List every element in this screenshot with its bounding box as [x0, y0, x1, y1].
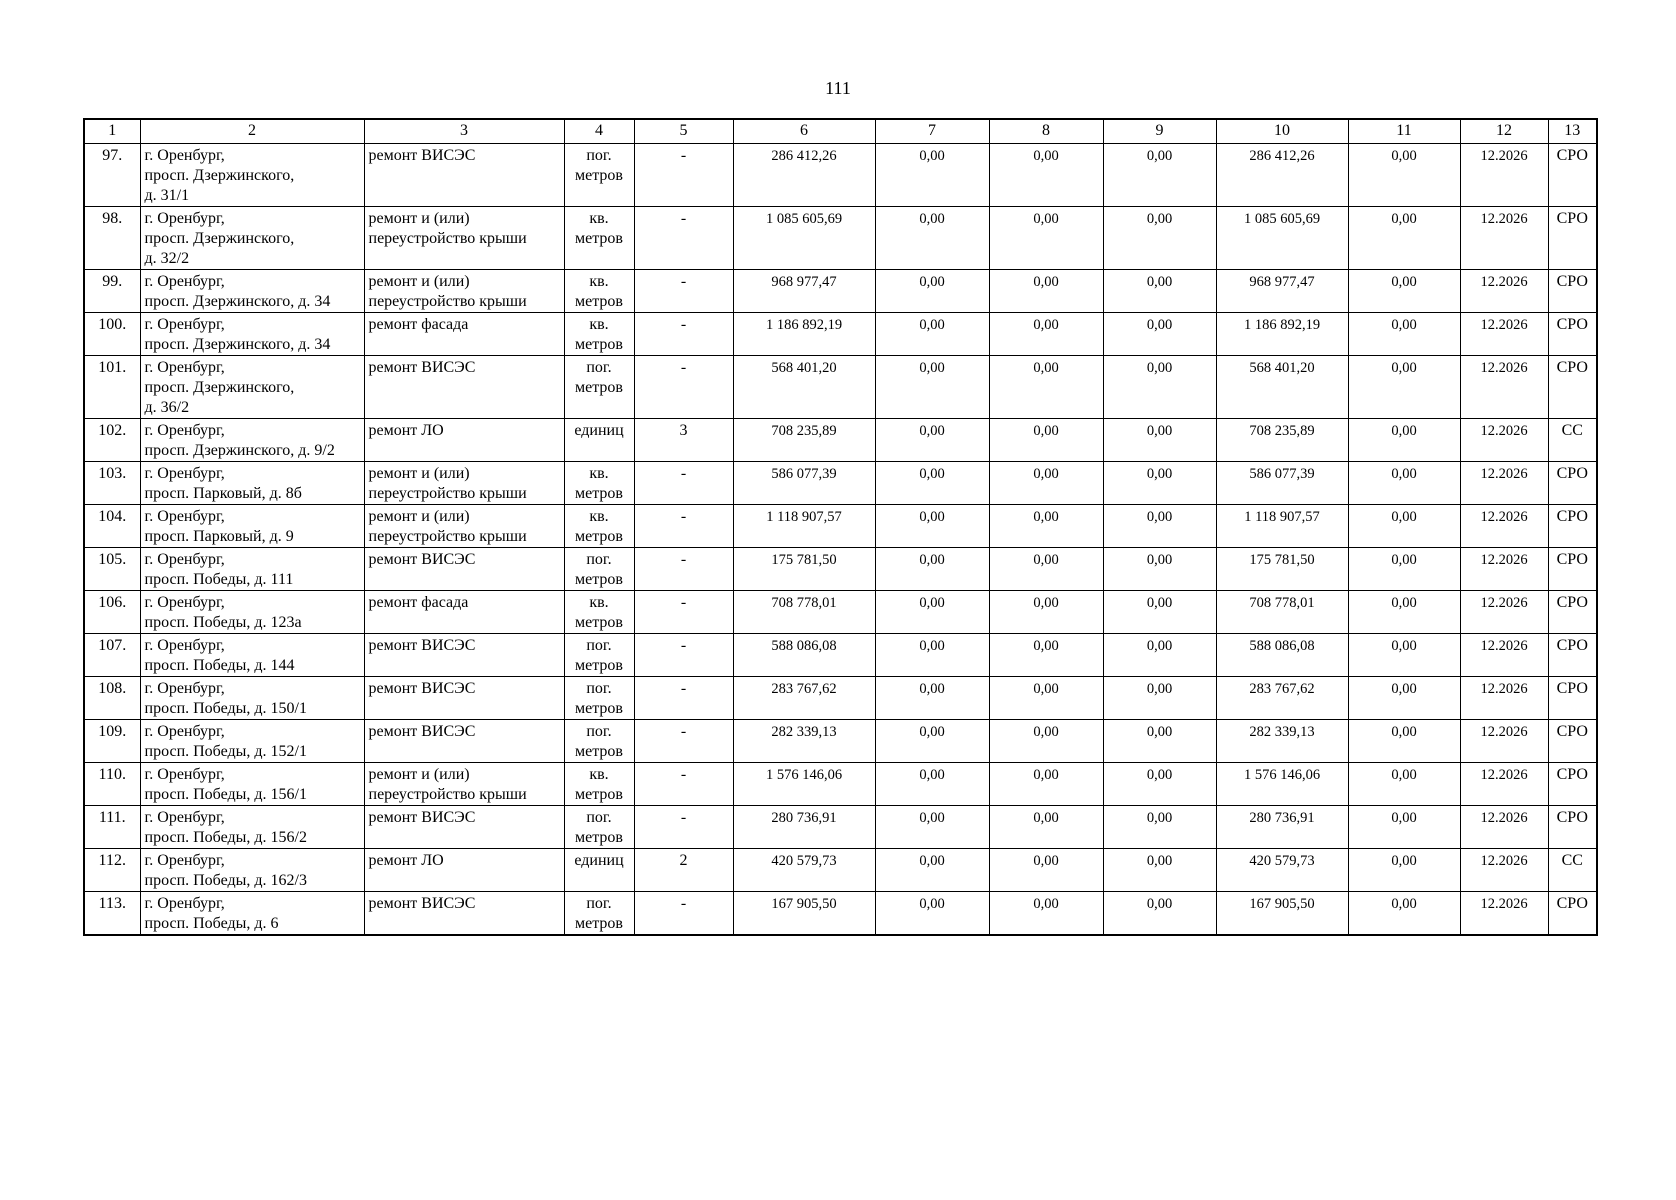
column-header-10: 10 — [1216, 119, 1348, 144]
column-11-cell: 0,00 — [1348, 849, 1460, 892]
column-8-cell: 0,00 — [989, 270, 1103, 313]
funding-method-cell: СРО — [1548, 677, 1597, 720]
completion-date-cell: 12.2026 — [1460, 144, 1548, 207]
column-7-cell: 0,00 — [875, 634, 989, 677]
work-type-cell: ремонт и (или) переустройство крыши — [364, 207, 564, 270]
completion-date-cell: 12.2026 — [1460, 270, 1548, 313]
column-7-cell: 0,00 — [875, 313, 989, 356]
table-row — [84, 419, 1597, 462]
quantity-cell: - — [634, 763, 733, 806]
table-row — [84, 548, 1597, 591]
total-cost-cell: 1 085 605,69 — [733, 207, 875, 270]
column-11-cell: 0,00 — [1348, 462, 1460, 505]
total-cost-cell: 167 905,50 — [733, 892, 875, 936]
quantity-cell: - — [634, 591, 733, 634]
table-row — [84, 677, 1597, 720]
address-cell: г. Оренбург, просп. Победы, д. 162/3 — [140, 849, 364, 892]
column-11-cell: 0,00 — [1348, 720, 1460, 763]
column-11-cell: 0,00 — [1348, 313, 1460, 356]
quantity-cell: - — [634, 634, 733, 677]
column-10-cell: 283 767,62 — [1216, 677, 1348, 720]
column-header-11: 11 — [1348, 119, 1460, 144]
column-11-cell: 0,00 — [1348, 548, 1460, 591]
column-9-cell: 0,00 — [1103, 144, 1216, 207]
total-cost-cell: 420 579,73 — [733, 849, 875, 892]
address-cell: г. Оренбург, просп. Парковый, д. 9 — [140, 505, 364, 548]
unit-cell: единиц — [564, 849, 634, 892]
column-header-7: 7 — [875, 119, 989, 144]
total-cost-cell: 1 576 146,06 — [733, 763, 875, 806]
column-8-cell: 0,00 — [989, 548, 1103, 591]
page-number: 111 — [825, 78, 851, 98]
column-9-cell: 0,00 — [1103, 849, 1216, 892]
completion-date-cell: 12.2026 — [1460, 720, 1548, 763]
funding-method-cell: СРО — [1548, 892, 1597, 936]
row-number: 100. — [84, 313, 140, 356]
table-row — [84, 207, 1597, 270]
total-cost-cell: 175 781,50 — [733, 548, 875, 591]
column-10-cell: 280 736,91 — [1216, 806, 1348, 849]
funding-method-cell: СРО — [1548, 144, 1597, 207]
column-11-cell: 0,00 — [1348, 591, 1460, 634]
column-8-cell: 0,00 — [989, 591, 1103, 634]
column-9-cell: 0,00 — [1103, 720, 1216, 763]
completion-date-cell: 12.2026 — [1460, 462, 1548, 505]
column-7-cell: 0,00 — [875, 720, 989, 763]
column-10-cell: 968 977,47 — [1216, 270, 1348, 313]
unit-cell: кв. метров — [564, 207, 634, 270]
row-number: 98. — [84, 207, 140, 270]
column-header-12: 12 — [1460, 119, 1548, 144]
column-8-cell: 0,00 — [989, 505, 1103, 548]
column-9-cell: 0,00 — [1103, 462, 1216, 505]
table-row — [84, 634, 1597, 677]
table-row — [84, 892, 1597, 936]
column-10-cell: 568 401,20 — [1216, 356, 1348, 419]
table-body — [84, 144, 1597, 936]
column-7-cell: 0,00 — [875, 548, 989, 591]
column-7-cell: 0,00 — [875, 591, 989, 634]
column-8-cell: 0,00 — [989, 763, 1103, 806]
table-row — [84, 505, 1597, 548]
column-7-cell: 0,00 — [875, 505, 989, 548]
total-cost-cell: 282 339,13 — [733, 720, 875, 763]
row-number: 103. — [84, 462, 140, 505]
column-10-cell: 286 412,26 — [1216, 144, 1348, 207]
column-9-cell: 0,00 — [1103, 548, 1216, 591]
work-type-cell: ремонт ЛО — [364, 849, 564, 892]
column-8-cell: 0,00 — [989, 634, 1103, 677]
row-number: 101. — [84, 356, 140, 419]
work-type-cell: ремонт ВИСЭС — [364, 677, 564, 720]
completion-date-cell: 12.2026 — [1460, 763, 1548, 806]
column-7-cell: 0,00 — [875, 677, 989, 720]
table-row — [84, 763, 1597, 806]
unit-cell: кв. метров — [564, 591, 634, 634]
column-header-6: 6 — [733, 119, 875, 144]
unit-cell: пог. метров — [564, 144, 634, 207]
row-number: 97. — [84, 144, 140, 207]
completion-date-cell: 12.2026 — [1460, 677, 1548, 720]
table-row — [84, 313, 1597, 356]
row-number: 102. — [84, 419, 140, 462]
unit-cell: единиц — [564, 419, 634, 462]
total-cost-cell: 708 235,89 — [733, 419, 875, 462]
row-number: 105. — [84, 548, 140, 591]
column-10-cell: 586 077,39 — [1216, 462, 1348, 505]
column-9-cell: 0,00 — [1103, 505, 1216, 548]
total-cost-cell: 586 077,39 — [733, 462, 875, 505]
work-type-cell: ремонт и (или) переустройство крыши — [364, 505, 564, 548]
funding-method-cell: СРО — [1548, 207, 1597, 270]
total-cost-cell: 568 401,20 — [733, 356, 875, 419]
column-header-8: 8 — [989, 119, 1103, 144]
column-10-cell: 588 086,08 — [1216, 634, 1348, 677]
quantity-cell: - — [634, 677, 733, 720]
column-header-2: 2 — [140, 119, 364, 144]
column-9-cell: 0,00 — [1103, 313, 1216, 356]
work-type-cell: ремонт ЛО — [364, 419, 564, 462]
address-cell: г. Оренбург, просп. Победы, д. 123а — [140, 591, 364, 634]
quantity-cell: - — [634, 720, 733, 763]
funding-method-cell: СРО — [1548, 634, 1597, 677]
column-8-cell: 0,00 — [989, 849, 1103, 892]
address-cell: г. Оренбург, просп. Победы, д. 156/1 — [140, 763, 364, 806]
quantity-cell: - — [634, 462, 733, 505]
address-cell: г. Оренбург, просп. Победы, д. 6 — [140, 892, 364, 936]
work-type-cell: ремонт фасада — [364, 313, 564, 356]
quantity-cell: - — [634, 144, 733, 207]
completion-date-cell: 12.2026 — [1460, 505, 1548, 548]
column-header-1: 1 — [84, 119, 140, 144]
column-9-cell: 0,00 — [1103, 677, 1216, 720]
work-type-cell: ремонт фасада — [364, 591, 564, 634]
column-9-cell: 0,00 — [1103, 763, 1216, 806]
column-7-cell: 0,00 — [875, 849, 989, 892]
row-number: 109. — [84, 720, 140, 763]
row-number: 112. — [84, 849, 140, 892]
total-cost-cell: 968 977,47 — [733, 270, 875, 313]
unit-cell: кв. метров — [564, 763, 634, 806]
column-8-cell: 0,00 — [989, 313, 1103, 356]
column-8-cell: 0,00 — [989, 144, 1103, 207]
column-8-cell: 0,00 — [989, 207, 1103, 270]
completion-date-cell: 12.2026 — [1460, 806, 1548, 849]
completion-date-cell: 12.2026 — [1460, 634, 1548, 677]
work-type-cell: ремонт ВИСЭС — [364, 356, 564, 419]
unit-cell: кв. метров — [564, 270, 634, 313]
funding-method-cell: СРО — [1548, 806, 1597, 849]
work-type-cell: ремонт ВИСЭС — [364, 634, 564, 677]
column-10-cell: 167 905,50 — [1216, 892, 1348, 936]
total-cost-cell: 283 767,62 — [733, 677, 875, 720]
funding-method-cell: СРО — [1548, 313, 1597, 356]
column-header-5: 5 — [634, 119, 733, 144]
quantity-cell: 3 — [634, 419, 733, 462]
table-row — [84, 806, 1597, 849]
column-11-cell: 0,00 — [1348, 356, 1460, 419]
row-number: 108. — [84, 677, 140, 720]
total-cost-cell: 588 086,08 — [733, 634, 875, 677]
column-10-cell: 282 339,13 — [1216, 720, 1348, 763]
address-cell: г. Оренбург, просп. Дзержинского, д. 36/2 — [140, 356, 364, 419]
work-type-cell: ремонт и (или) переустройство крыши — [364, 462, 564, 505]
column-10-cell: 1 085 605,69 — [1216, 207, 1348, 270]
quantity-cell: 2 — [634, 849, 733, 892]
unit-cell: пог. метров — [564, 548, 634, 591]
total-cost-cell: 708 778,01 — [733, 591, 875, 634]
column-header-13: 13 — [1548, 119, 1597, 144]
column-11-cell: 0,00 — [1348, 677, 1460, 720]
column-number-row — [84, 119, 1597, 144]
quantity-cell: - — [634, 548, 733, 591]
work-type-cell: ремонт ВИСЭС — [364, 548, 564, 591]
address-cell: г. Оренбург, просп. Дзержинского, д. 9/2 — [140, 419, 364, 462]
column-11-cell: 0,00 — [1348, 207, 1460, 270]
column-7-cell: 0,00 — [875, 356, 989, 419]
column-11-cell: 0,00 — [1348, 419, 1460, 462]
funding-method-cell: СРО — [1548, 505, 1597, 548]
quantity-cell: - — [634, 313, 733, 356]
unit-cell: пог. метров — [564, 634, 634, 677]
column-header-3: 3 — [364, 119, 564, 144]
unit-cell: пог. метров — [564, 356, 634, 419]
total-cost-cell: 286 412,26 — [733, 144, 875, 207]
work-type-cell: ремонт ВИСЭС — [364, 892, 564, 936]
row-number: 104. — [84, 505, 140, 548]
row-number: 106. — [84, 591, 140, 634]
column-11-cell: 0,00 — [1348, 270, 1460, 313]
column-10-cell: 1 118 907,57 — [1216, 505, 1348, 548]
address-cell: г. Оренбург, просп. Победы, д. 144 — [140, 634, 364, 677]
column-8-cell: 0,00 — [989, 419, 1103, 462]
address-cell: г. Оренбург, просп. Победы, д. 152/1 — [140, 720, 364, 763]
column-10-cell: 708 778,01 — [1216, 591, 1348, 634]
column-header-9: 9 — [1103, 119, 1216, 144]
unit-cell: пог. метров — [564, 806, 634, 849]
column-10-cell: 708 235,89 — [1216, 419, 1348, 462]
column-7-cell: 0,00 — [875, 144, 989, 207]
completion-date-cell: 12.2026 — [1460, 207, 1548, 270]
column-7-cell: 0,00 — [875, 892, 989, 936]
funding-method-cell: СРО — [1548, 462, 1597, 505]
total-cost-cell: 280 736,91 — [733, 806, 875, 849]
completion-date-cell: 12.2026 — [1460, 419, 1548, 462]
column-header-4: 4 — [564, 119, 634, 144]
unit-cell: кв. метров — [564, 505, 634, 548]
column-10-cell: 1 576 146,06 — [1216, 763, 1348, 806]
column-8-cell: 0,00 — [989, 677, 1103, 720]
unit-cell: пог. метров — [564, 892, 634, 936]
table-row — [84, 591, 1597, 634]
completion-date-cell: 12.2026 — [1460, 591, 1548, 634]
completion-date-cell: 12.2026 — [1460, 849, 1548, 892]
unit-cell: кв. метров — [564, 462, 634, 505]
column-8-cell: 0,00 — [989, 720, 1103, 763]
quantity-cell: - — [634, 806, 733, 849]
table-row — [84, 356, 1597, 419]
funding-method-cell: СС — [1548, 419, 1597, 462]
column-7-cell: 0,00 — [875, 763, 989, 806]
funding-method-cell: СРО — [1548, 720, 1597, 763]
unit-cell: пог. метров — [564, 677, 634, 720]
column-7-cell: 0,00 — [875, 462, 989, 505]
quantity-cell: - — [634, 207, 733, 270]
address-cell: г. Оренбург, просп. Дзержинского, д. 34 — [140, 313, 364, 356]
row-number: 110. — [84, 763, 140, 806]
completion-date-cell: 12.2026 — [1460, 356, 1548, 419]
funding-method-cell: СС — [1548, 849, 1597, 892]
row-number: 113. — [84, 892, 140, 936]
quantity-cell: - — [634, 270, 733, 313]
column-8-cell: 0,00 — [989, 806, 1103, 849]
column-11-cell: 0,00 — [1348, 144, 1460, 207]
unit-cell: пог. метров — [564, 720, 634, 763]
funding-method-cell: СРО — [1548, 591, 1597, 634]
column-11-cell: 0,00 — [1348, 763, 1460, 806]
table-row — [84, 144, 1597, 207]
funding-method-cell: СРО — [1548, 356, 1597, 419]
column-9-cell: 0,00 — [1103, 207, 1216, 270]
quantity-cell: - — [634, 505, 733, 548]
row-number: 107. — [84, 634, 140, 677]
completion-date-cell: 12.2026 — [1460, 313, 1548, 356]
column-8-cell: 0,00 — [989, 892, 1103, 936]
column-10-cell: 420 579,73 — [1216, 849, 1348, 892]
column-9-cell: 0,00 — [1103, 806, 1216, 849]
table-row — [84, 720, 1597, 763]
work-type-cell: ремонт ВИСЭС — [364, 144, 564, 207]
address-cell: г. Оренбург, просп. Дзержинского, д. 31/1 — [140, 144, 364, 207]
address-cell: г. Оренбург, просп. Парковый, д. 8б — [140, 462, 364, 505]
funding-method-cell: СРО — [1548, 548, 1597, 591]
table-row — [84, 462, 1597, 505]
table-row — [84, 849, 1597, 892]
quantity-cell: - — [634, 892, 733, 936]
column-8-cell: 0,00 — [989, 356, 1103, 419]
work-type-cell: ремонт ВИСЭС — [364, 806, 564, 849]
column-11-cell: 0,00 — [1348, 505, 1460, 548]
column-11-cell: 0,00 — [1348, 806, 1460, 849]
table-header — [84, 119, 1597, 144]
column-7-cell: 0,00 — [875, 419, 989, 462]
column-9-cell: 0,00 — [1103, 419, 1216, 462]
column-10-cell: 1 186 892,19 — [1216, 313, 1348, 356]
work-type-cell: ремонт и (или) переустройство крыши — [364, 270, 564, 313]
column-7-cell: 0,00 — [875, 270, 989, 313]
table-row — [84, 270, 1597, 313]
column-9-cell: 0,00 — [1103, 270, 1216, 313]
column-7-cell: 0,00 — [875, 806, 989, 849]
total-cost-cell: 1 118 907,57 — [733, 505, 875, 548]
address-cell: г. Оренбург, просп. Дзержинского, д. 32/2 — [140, 207, 364, 270]
total-cost-cell: 1 186 892,19 — [733, 313, 875, 356]
address-cell: г. Оренбург, просп. Победы, д. 156/2 — [140, 806, 364, 849]
column-9-cell: 0,00 — [1103, 356, 1216, 419]
address-cell: г. Оренбург, просп. Дзержинского, д. 34 — [140, 270, 364, 313]
row-number: 111. — [84, 806, 140, 849]
capital-repair-table — [83, 118, 1598, 936]
column-10-cell: 175 781,50 — [1216, 548, 1348, 591]
column-9-cell: 0,00 — [1103, 634, 1216, 677]
completion-date-cell: 12.2026 — [1460, 548, 1548, 591]
quantity-cell: - — [634, 356, 733, 419]
column-9-cell: 0,00 — [1103, 591, 1216, 634]
work-type-cell: ремонт ВИСЭС — [364, 720, 564, 763]
column-11-cell: 0,00 — [1348, 634, 1460, 677]
completion-date-cell: 12.2026 — [1460, 892, 1548, 936]
column-7-cell: 0,00 — [875, 207, 989, 270]
row-number: 99. — [84, 270, 140, 313]
funding-method-cell: СРО — [1548, 270, 1597, 313]
column-9-cell: 0,00 — [1103, 892, 1216, 936]
address-cell: г. Оренбург, просп. Победы, д. 111 — [140, 548, 364, 591]
column-8-cell: 0,00 — [989, 462, 1103, 505]
funding-method-cell: СРО — [1548, 763, 1597, 806]
unit-cell: кв. метров — [564, 313, 634, 356]
work-type-cell: ремонт и (или) переустройство крыши — [364, 763, 564, 806]
address-cell: г. Оренбург, просп. Победы, д. 150/1 — [140, 677, 364, 720]
column-11-cell: 0,00 — [1348, 892, 1460, 936]
